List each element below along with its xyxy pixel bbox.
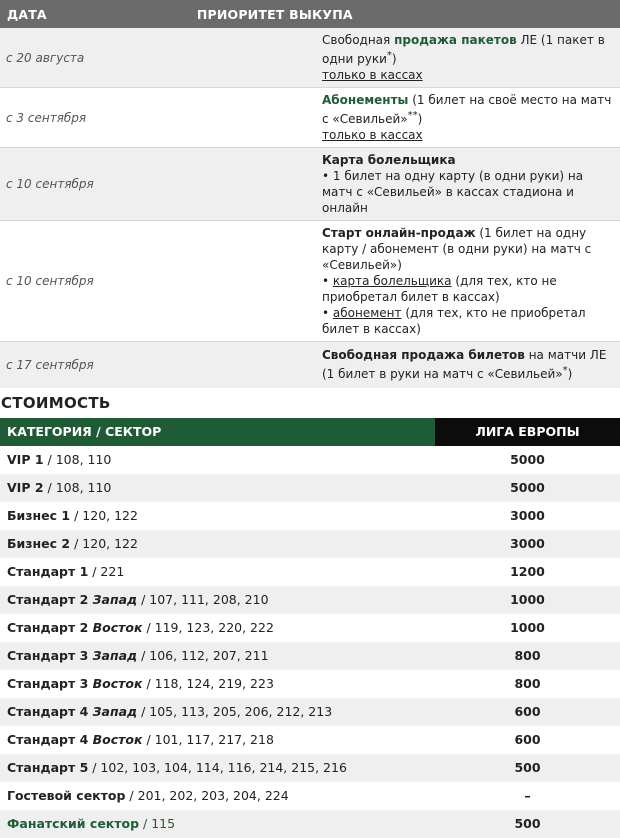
category-sectors: / 107, 111, 208, 210 <box>137 592 269 607</box>
category-name: VIP 2 <box>7 480 44 495</box>
header-date: ДАТА <box>7 6 47 22</box>
category-name: Стандарт 4 <box>7 704 93 719</box>
category-name: Стандарт 4 <box>7 732 93 747</box>
category-name: VIP 1 <box>7 452 44 467</box>
price-cell: 5000 <box>435 474 620 502</box>
schedule-row <box>0 88 620 148</box>
category-name: Бизнес 1 <box>7 508 71 523</box>
highlight-text: продажа пакетов <box>394 33 517 47</box>
category-sectors: / 105, 113, 205, 206, 212, 213 <box>137 704 333 719</box>
row-title: Карта болельщика <box>322 153 456 167</box>
text: на матчи ЛЕ (1 билет в руки на матч с «Севильей» <box>322 348 607 382</box>
category-zone: Восток <box>92 732 143 747</box>
row-info <box>310 88 620 148</box>
category-sectors: / 106, 112, 207, 211 <box>137 648 269 663</box>
category-zone: Восток <box>92 620 143 635</box>
price-cell: 1200 <box>435 558 620 586</box>
category-sectors: / 115 <box>139 816 176 831</box>
category-sectors: / 120, 122 <box>70 536 138 551</box>
schedule-table <box>0 0 620 388</box>
price-row <box>0 446 620 474</box>
price-row <box>0 782 620 810</box>
price-row <box>0 698 620 726</box>
category-zone: Запад <box>92 704 138 719</box>
category-cell <box>0 642 435 670</box>
category-sectors: / 101, 117, 217, 218 <box>142 732 274 747</box>
header-league: ЛИГА ЕВРОПЫ <box>435 418 620 446</box>
category-sectors: / 201, 202, 203, 204, 224 <box>125 788 289 803</box>
price-row <box>0 502 620 530</box>
schedule-row <box>0 28 620 88</box>
schedule-header <box>0 0 620 28</box>
price-cell: 800 <box>435 670 620 698</box>
text: Свободная <box>322 33 395 47</box>
category-cell <box>0 586 435 614</box>
row-date: с 17 сентября <box>0 342 310 388</box>
category-name: Бизнес 2 <box>7 536 71 551</box>
price-cell: 500 <box>435 810 620 838</box>
row-info <box>310 221 620 342</box>
row-date: с 10 сентября <box>0 148 310 221</box>
category-cell <box>0 670 435 698</box>
header-category: КАТЕГОРИЯ / СЕКТОР <box>0 418 435 446</box>
category-zone: Запад <box>92 592 138 607</box>
price-row <box>0 558 620 586</box>
price-cell: – <box>435 782 620 810</box>
price-row <box>0 670 620 698</box>
row-date: с 3 сентября <box>0 88 310 148</box>
category-name: Стандарт 2 <box>7 620 93 635</box>
price-row <box>0 614 620 642</box>
price-row <box>0 530 620 558</box>
category-cell <box>0 474 435 502</box>
category-sectors: / 108, 110 <box>43 480 112 495</box>
category-zone: Восток <box>92 676 143 691</box>
category-sectors: / 120, 122 <box>70 508 138 523</box>
row-info <box>310 28 620 88</box>
footnote-mark: * <box>386 50 392 61</box>
price-cell: 600 <box>435 726 620 754</box>
price-row <box>0 474 620 502</box>
category-sectors: / 119, 123, 220, 222 <box>142 620 274 635</box>
category-name: Гостевой сектор <box>7 788 126 803</box>
text: ЛЕ (1 пакет в одни руки <box>322 33 605 66</box>
category-name: Стандарт 3 <box>7 648 93 663</box>
only-cashier-link[interactable]: только в кассах <box>322 68 423 82</box>
price-row <box>0 586 620 614</box>
price-row <box>0 810 620 838</box>
row-info <box>310 342 620 388</box>
footnote-mark: ** <box>407 110 418 121</box>
text: (для тех, кто не приобретал билет в кассах) <box>322 306 586 336</box>
price-cell: 5000 <box>435 446 620 474</box>
price-cell: 600 <box>435 698 620 726</box>
price-row <box>0 726 620 754</box>
schedule-row <box>0 221 620 342</box>
fan-card-link[interactable]: карта болельщика <box>332 274 452 288</box>
category-name: Стандарт 5 <box>7 760 89 775</box>
price-cell: 500 <box>435 754 620 782</box>
category-sectors: / 118, 124, 219, 223 <box>142 676 274 691</box>
price-cell: 3000 <box>435 530 620 558</box>
category-name: Стандарт 2 <box>7 592 93 607</box>
category-sectors: / 102, 103, 104, 114, 116, 214, 215, 216 <box>88 760 347 775</box>
schedule-row <box>0 148 620 221</box>
category-zone: Запад <box>92 648 138 663</box>
category-cell <box>0 810 435 838</box>
text: (1 билет на своё место на матч с «Севильей» <box>322 93 612 126</box>
row-title: Старт онлайн-продаж <box>322 226 476 240</box>
bullet: • <box>322 306 333 320</box>
price-cell: 800 <box>435 642 620 670</box>
category-sectors: / 108, 110 <box>43 452 112 467</box>
category-cell <box>0 782 435 810</box>
price-table-body <box>0 446 620 838</box>
only-cashier-link[interactable]: только в кассах <box>322 128 423 142</box>
row-date: с 10 сентября <box>0 221 310 342</box>
category-cell <box>0 502 435 530</box>
bullet: • <box>322 274 333 288</box>
price-table <box>0 418 620 838</box>
category-cell <box>0 726 435 754</box>
category-name: Фанатский сектор <box>7 816 140 831</box>
price-cell: 3000 <box>435 502 620 530</box>
header-priority: ПРИОРИТЕТ ВЫКУПА <box>196 6 353 22</box>
schedule-row <box>0 342 620 388</box>
row-title: Свободная продажа билетов <box>322 348 525 363</box>
price-header <box>0 418 620 446</box>
category-cell <box>0 614 435 642</box>
category-cell <box>0 446 435 474</box>
text: (для тех, кто не приобретал билет в кассах) <box>322 274 557 304</box>
category-cell <box>0 530 435 558</box>
category-name: Стандарт 3 <box>7 676 93 691</box>
price-row <box>0 642 620 670</box>
text: ) <box>567 367 573 382</box>
category-sectors: / 221 <box>88 564 125 579</box>
price-row <box>0 754 620 782</box>
cost-section-title: СТОИМОСТЬ <box>1 393 111 412</box>
footnote-mark: * <box>562 365 568 377</box>
bullet-text: • 1 билет на одну карту (в одни руки) на матч с «Севильей» в кассах стадиона и онлайн <box>322 169 584 215</box>
season-ticket-link[interactable]: абонемент <box>332 306 402 320</box>
row-date: с 20 августа <box>0 28 310 88</box>
price-cell: 1000 <box>435 586 620 614</box>
category-cell <box>0 698 435 726</box>
category-cell <box>0 754 435 782</box>
text: ) <box>391 52 397 66</box>
price-cell: 1000 <box>435 614 620 642</box>
text: (1 билет на одну карту / абонемент (в одни руки) на матч с «Севильей») <box>322 226 592 272</box>
category-cell <box>0 558 435 586</box>
text: ) <box>417 112 423 126</box>
highlight-text: Абонементы <box>322 93 409 107</box>
row-info <box>310 148 620 221</box>
category-name: Стандарт 1 <box>7 564 89 579</box>
schedule-header-cell <box>0 0 620 28</box>
